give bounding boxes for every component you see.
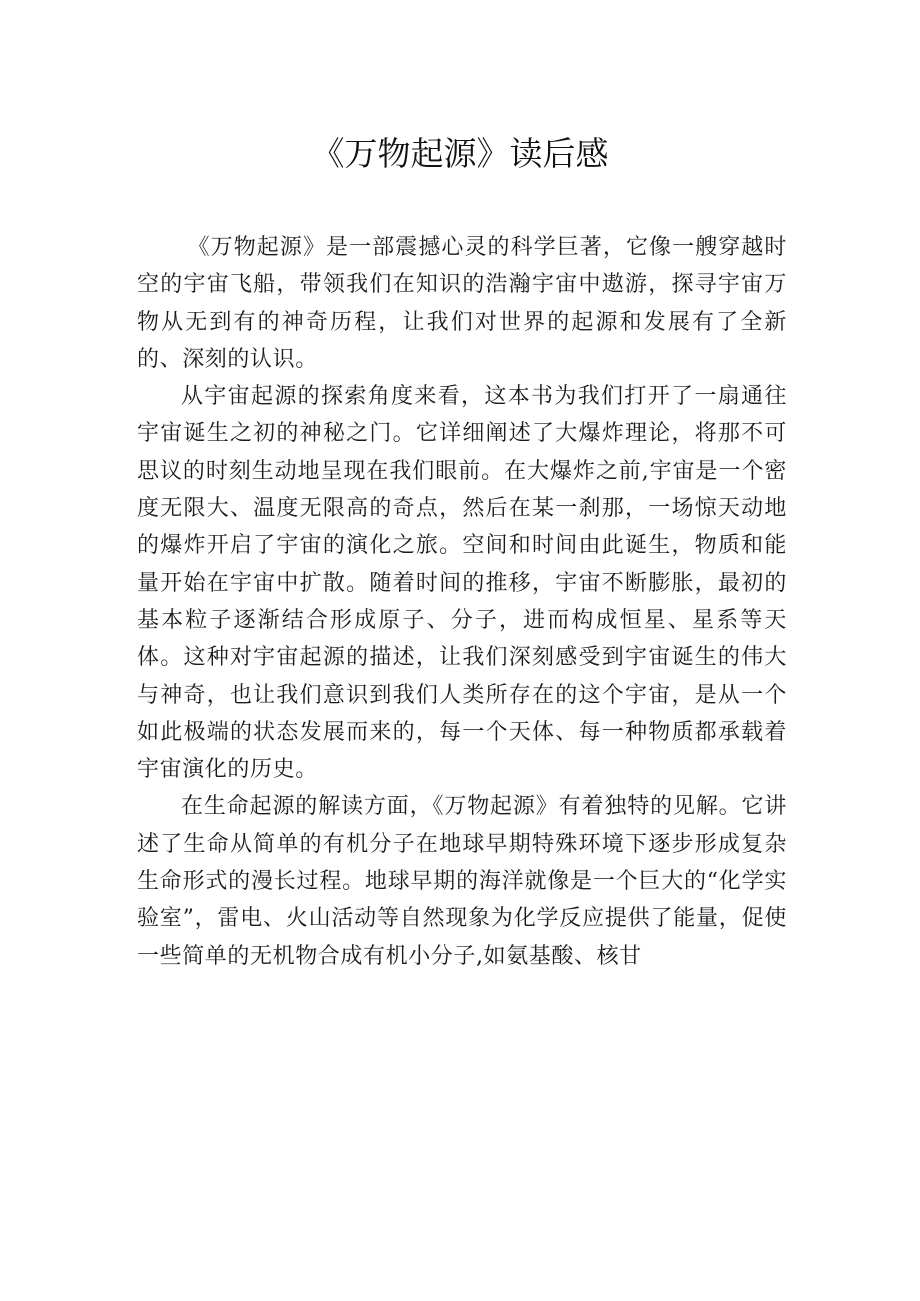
paragraph-intro: 《万物起源》是一部震撼心灵的科学巨著，它像一艘穿越时空的宇宙飞船，带领我们在知识的浩瀚宇宙中遨游，探寻宇宙万物从无到有的神奇历程，让我们对世界的起源和发展有了全新的、深刻的认识。 <box>137 235 787 372</box>
document-body <box>137 229 787 975</box>
paragraph-life-origin: 在生命起源的解读方面，《万物起源》有着独特的见解。它讲述了生命从简单的有机分子在地球早期特殊环境下逐步形成复杂生命形式的漫长过程。地球早期的海洋就像是一个巨大的“化学实验室”，雷电、火山活动等自然现象为化学反应提供了能量，促使一些简单的无机物合成有机小分子,如氨基酸、核甘 <box>137 794 787 969</box>
paragraph-universe-origin: 从宇宙起源的探索角度来看，这本书为我们打开了一扇通往宇宙诞生之初的神秘之门。它详细阐述了大爆炸理论，将那不可思议的时刻生动地呈现在我们眼前。在大爆炸之前,宇宙是一个密度无限大、温度无限高的奇点，然后在某一刹那，一场惊天动地的爆炸开启了宇宙的演化之旅。空间和时间由此诞生，物质和能量开始在宇宙中扩散。随着时间的推移，宇宙不断膨胀，最初的基本粒子逐渐结合形成原子、分子，进而构成恒星、星系等天体。这种对宇宙起源的描述，让我们深刻感受到宇宙诞生的伟大与神奇，也让我们意识到我们人类所存在的这个宇宙，是从一个如此极端的状态发展而来的，每一个天体、每一种物质都承载着宇宙演化的历史。 <box>137 384 787 783</box>
document-title: 《万物起源》读后感 <box>311 134 609 173</box>
